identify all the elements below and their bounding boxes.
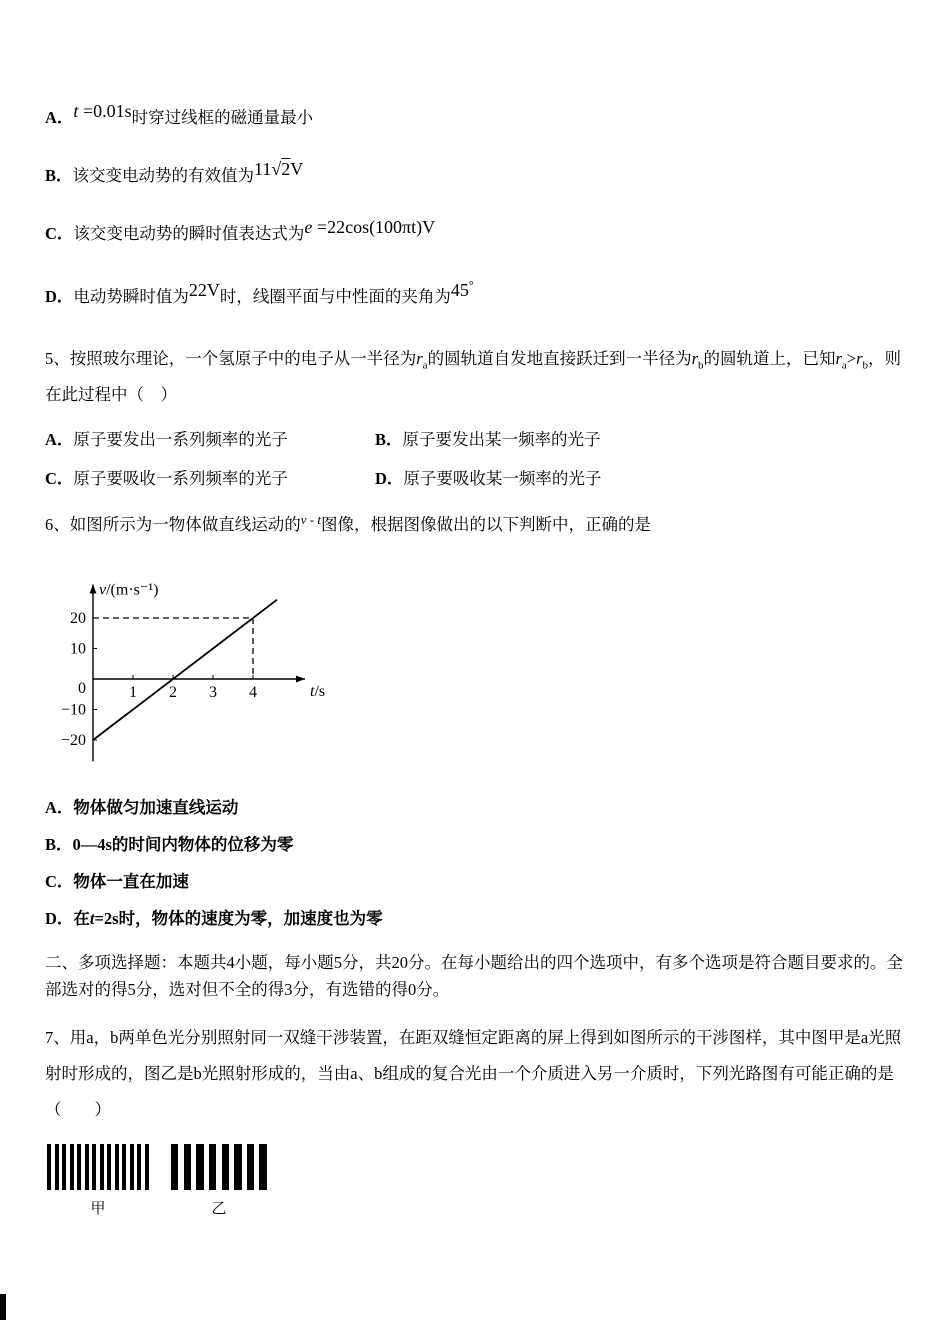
q4-option-b [45,159,905,189]
pattern-jia-label: 甲 [90,1201,106,1218]
option-letter: C． [45,224,74,243]
svg-text:10: 10 [70,640,86,658]
q5-option-d: D．原子要吸收某一频率的光子 [375,468,602,488]
option-text: 电动势瞬时值为 [73,287,189,306]
pattern-jia-block [47,1144,149,1218]
svg-text:1: 1 [129,684,137,702]
formula-22v: 22V [188,280,220,300]
svg-text:2: 2 [169,684,177,702]
q6-option-d: D．在t=2s时，物体的速度为零，加速度也为零 [45,909,383,929]
question-6-options [45,796,905,931]
option-letter: B． [45,166,73,185]
question-5-options [45,427,905,492]
q5-option-b: B．原子要发出某一频率的光子 [375,429,601,449]
pattern-yi-block [171,1144,267,1218]
interference-pattern-jia [47,1144,149,1190]
svg-text:−20: −20 [60,732,86,750]
svg-text:−10: −10 [60,701,86,719]
svg-text:20: 20 [70,610,86,628]
option-letter: A． [45,108,74,127]
option-text: 该交变电动势的有效值为 [72,166,255,185]
interference-patterns [47,1144,905,1218]
option-text: 时，线圈平面与中性面的夹角为 [219,287,451,306]
formula-v-t: v - t [300,511,321,527]
vt-graph [49,555,349,767]
svg-text:v/(m·s⁻¹): v/(m·s⁻¹) [99,581,159,599]
svg-text:3: 3 [209,684,217,702]
vt-graph-figure [49,555,905,772]
q6-option-b: B．0—4s的时间内物体的位移为零 [45,835,294,855]
svg-text:4: 4 [249,684,257,702]
svg-text:0: 0 [78,680,86,698]
question-7-text: 7、用a，b两单色光分别照射同一双缝干涉装置，在距双缝恒定距离的屏上得到如图所示的干涉图样，其中图甲是a光照射时形成的，图乙是b光照射形成的，当由a、b组成的复合光由一个介质进入另一介质时，下列光路图有可能正确的是（ ） [45,1027,902,1119]
question-5-text: 5、按照玻尔理论，一个氢原子中的电子从一半径为$r_a$的圆轨道自发地直接跃迁到一半径为$r_b$的圆轨道上，已知$r_a>r_b$，则在此过程中（ ） [45,349,902,405]
page-edge-artifact [0,1294,6,1320]
q5-option-a: A．原子要发出一系列频率的光子 [45,429,288,449]
q4-option-a [45,101,905,131]
q6-option-a: A．物体做匀加速直线运动 [45,798,239,818]
interference-pattern-yi [171,1144,267,1190]
formula-emf-expression: e =22cos(100πt)V [304,217,436,237]
q5-option-c: C．原子要吸收一系列频率的光子 [45,468,288,488]
option-text: 时穿过线框的磁通量最小 [131,108,314,127]
formula-45deg: 45° [450,278,474,300]
question4-options [45,101,905,310]
question-6-text: 6、如图所示为一物体做直线运动的$^{v - t}$图像，根据图像做出的以下判断中，正确的是 [45,511,651,534]
option-text: 该交变电动势的瞬时值表达式为 [73,224,305,243]
q6-option-c: C．物体一直在加速 [45,872,189,892]
pattern-yi-label: 乙 [211,1201,227,1218]
q4-option-c [45,217,905,247]
option-letter: D． [45,287,74,306]
formula-t-001s: t =0.01s [73,101,132,121]
svg-text:t/s: t/s [310,683,326,701]
section-2-heading: 二、多项选择题：本题共4小题，每小题5分，共20分。在每小题给出的四个选项中，有多个选项是符合题目要求的。全部选对的得5分，选对但不全的得3分，有选错的得0分。 [45,953,903,1000]
formula-11-sqrt2-v: 11√2V [254,159,304,179]
q4-option-d [45,278,905,310]
